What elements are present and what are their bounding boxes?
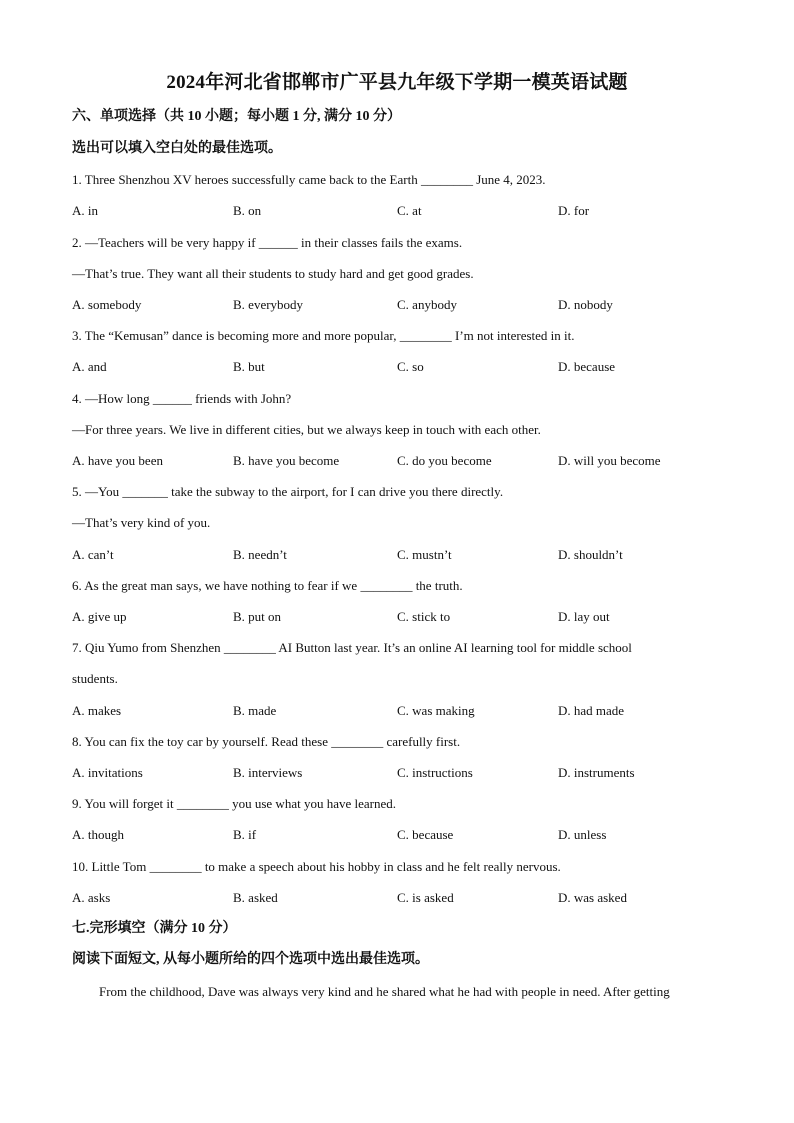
question-3-stem: 3. The “Kemusan” dance is becoming more and more popular, ________ I’m not interested in it. [72, 328, 575, 343]
question-3-option-d: D. because [558, 359, 616, 374]
question-4-stem-reply: —For three years. We live in different cities, but we always keep in touch with each other. [72, 422, 541, 437]
question-8-option-b: B. interviews [233, 765, 303, 780]
question-1-option-a: A. in [72, 203, 98, 218]
section7-instruction: 阅读下面短文, 从每小题所给的四个选项中选出最佳选项。 [72, 952, 429, 967]
question-6-option-b: B. put on [233, 609, 282, 624]
question-2-stem: 2. —Teachers will be very happy if ______ in their classes fails the exams. [72, 235, 463, 250]
question-7-stem: 7. Qiu Yumo from Shenzhen ________ AI Button last year. It’s an online AI learning tool for middle school [72, 640, 632, 655]
question-5-option-a: A. can’t [72, 547, 114, 562]
question-10-option-b: B. asked [233, 890, 278, 905]
question-6-option-a: A. give up [72, 609, 127, 624]
question-6-stem: 6. As the great man says, we have nothing to fear if we ________ the truth. [72, 578, 463, 593]
question-4-option-d: D. will you become [558, 453, 661, 468]
question-10-option-d: D. was asked [558, 890, 627, 905]
question-5-stem: 5. —You _______ take the subway to the airport, for I can drive you there directly. [72, 484, 504, 499]
question-9-option-b: B. if [233, 827, 257, 842]
question-1-option-b: B. on [233, 203, 262, 218]
question-4-option-b: B. have you become [233, 453, 340, 468]
question-2-option-a: A. somebody [72, 297, 142, 312]
question-5-option-d: D. shouldn’t [558, 547, 623, 562]
question-9-option-a: A. though [72, 827, 124, 842]
question-7-stem-continued: students. [72, 671, 118, 686]
question-7-option-c: C. was making [397, 703, 475, 718]
question-4-option-a: A. have you been [72, 453, 163, 468]
section6-instruction: 选出可以填入空白处的最佳选项。 [72, 141, 282, 156]
question-5-option-b: B. needn’t [233, 547, 287, 562]
question-5-option-c: C. mustn’t [397, 547, 452, 562]
question-8-stem: 8. You can fix the toy car by yourself. Read these ________ carefully first. [72, 734, 461, 749]
question-10-option-c: C. is asked [397, 890, 454, 905]
section7-passage-start: From the childhood, Dave was always very kind and he shared what he had with people in need. After getting [99, 984, 670, 999]
question-9-option-c: C. because [397, 827, 454, 842]
question-8-option-d: D. instruments [558, 765, 635, 780]
question-4-stem: 4. —How long ______ friends with John? [72, 391, 292, 406]
question-7-option-a: A. makes [72, 703, 122, 718]
question-3-option-a: A. and [72, 359, 107, 374]
question-1-option-d: D. for [558, 203, 590, 218]
question-1-option-c: C. at [397, 203, 422, 218]
question-10-stem: 10. Little Tom ________ to make a speech about his hobby in class and he felt really nervous. [72, 859, 561, 874]
question-2-option-d: D. nobody [558, 297, 613, 312]
question-9-stem: 9. You will forget it ________ you use what you have learned. [72, 796, 396, 811]
question-2-option-c: C. anybody [397, 297, 457, 312]
question-5-stem-reply: —That’s very kind of you. [72, 515, 211, 530]
page-title: 2024年河北省邯郸市广平县九年级下学期一模英语试题 [166, 72, 628, 93]
section6-header: 六、单项选择（共 10 小题；每小题 1 分, 满分 10 分） [72, 109, 401, 124]
question-10-option-a: A. asks [72, 890, 111, 905]
question-1-stem: 1. Three Shenzhou XV heroes successfully came back to the Earth ________ June 4, 2023. [72, 172, 546, 187]
question-2-stem-reply: —That’s true. They want all their students to study hard and get good grades. [72, 266, 474, 281]
question-6-option-d: D. lay out [558, 609, 610, 624]
question-9-option-d: D. unless [558, 827, 607, 842]
question-7-option-b: B. made [233, 703, 277, 718]
question-8-option-a: A. invitations [72, 765, 143, 780]
section7-header: 七.完形填空（满分 10 分） [72, 921, 237, 936]
question-4-option-c: C. do you become [397, 453, 492, 468]
question-6-option-c: C. stick to [397, 609, 451, 624]
question-3-option-b: B. but [233, 359, 265, 374]
question-3-option-c: C. so [397, 359, 424, 374]
question-2-option-b: B. everybody [233, 297, 304, 312]
question-7-option-d: D. had made [558, 703, 625, 718]
question-8-option-c: C. instructions [397, 765, 473, 780]
